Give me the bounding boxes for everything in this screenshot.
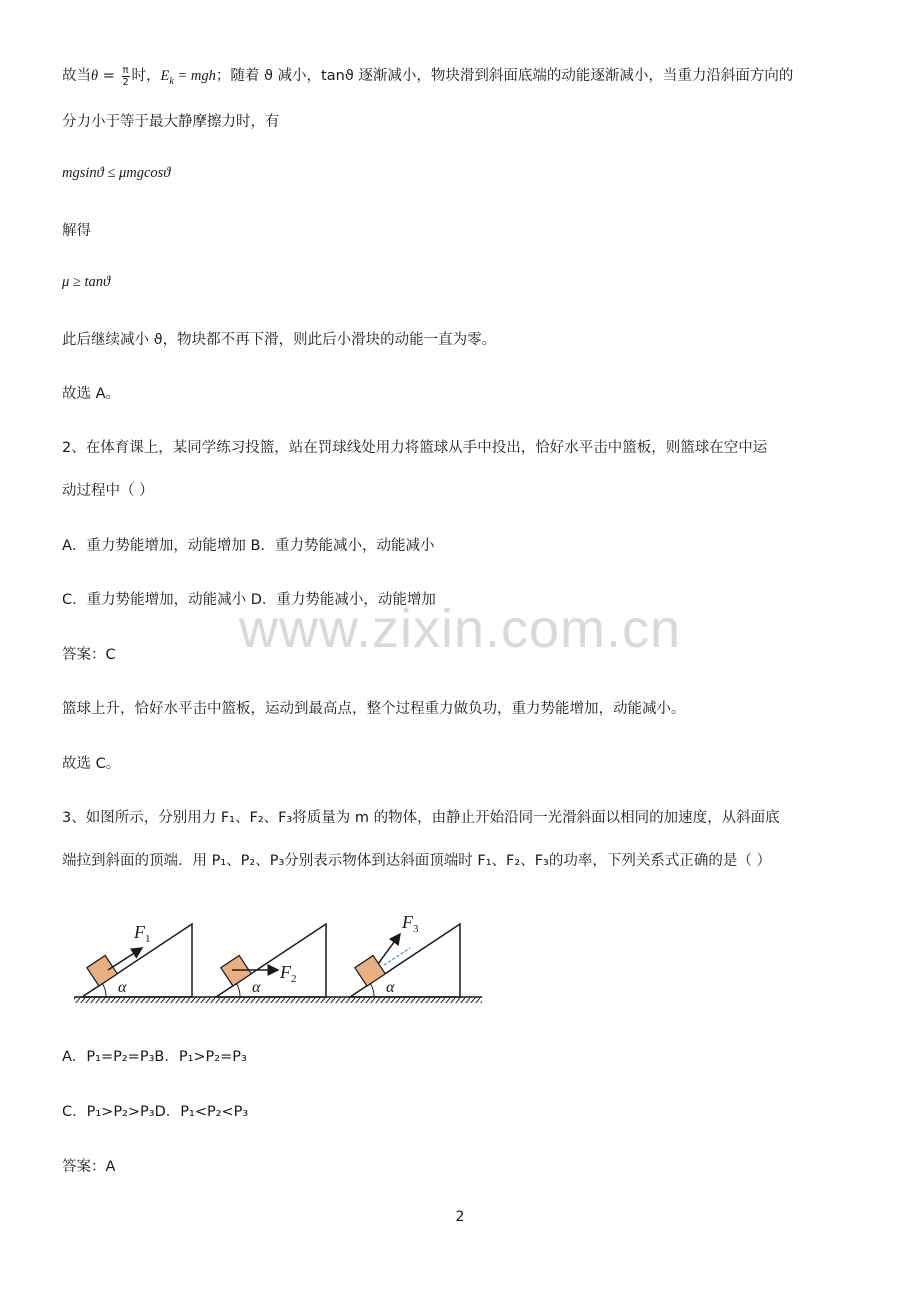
text: ；随着 ϑ 减小，tanϑ 逐渐减小，物块滑到斜面底端的动能逐渐减小，当重力沿斜面方向的 bbox=[215, 68, 794, 84]
fraction-numerator: π bbox=[122, 64, 129, 76]
solution-line-6: 此后继续减小 ϑ，物块都不再下滑，则此后小滑块的动能一直为零。 bbox=[62, 332, 497, 348]
label-f3: $F_3$ bbox=[402, 912, 419, 935]
fraction-denominator: 2 bbox=[122, 76, 129, 88]
theta-symbol: θ bbox=[91, 68, 99, 84]
label-alpha-1: α bbox=[118, 979, 127, 996]
question-2-explanation: 篮球上升，恰好水平击中篮板，运动到最高点，整个过程重力做负功，重力势能增加，动能减小。 bbox=[62, 701, 686, 717]
question-3-line-2: 端拉到斜面的顶端．用 P₁、P₂、P₃分别表示物体到达斜面顶端时 F₁、F₂、F₃的功率，下列关系式正确的是（ ） bbox=[62, 853, 771, 869]
block-1 bbox=[87, 956, 117, 986]
question-3-options-cd: C．P₁>P₂>P₃D．P₁<P₂<P₃ bbox=[62, 1104, 249, 1120]
solution-line-1 bbox=[62, 64, 793, 88]
text: 故当 bbox=[62, 68, 91, 84]
question-3-answer: 答案：A bbox=[62, 1159, 116, 1175]
question-3-line-1: 3、如图所示，分别用力 F₁、F₂、F₃将质量为 m 的物体，由静止开始沿同一光滑斜面以相同的加速度，从斜面底 bbox=[62, 810, 780, 826]
text: = bbox=[98, 68, 120, 84]
question-2-answer: 答案：C bbox=[62, 647, 116, 663]
ek-symbol: E bbox=[160, 68, 170, 84]
label-alpha-2: α bbox=[252, 979, 261, 996]
solution-line-4: 解得 bbox=[62, 223, 91, 239]
label-f2: $F_2$ bbox=[280, 962, 297, 985]
answer-select-1: 故选 A。 bbox=[62, 386, 121, 402]
question-2-line-2: 动过程中（ ） bbox=[62, 483, 154, 499]
question-2-select: 故选 C。 bbox=[62, 756, 121, 772]
page-number: 2 bbox=[455, 1209, 465, 1225]
question-2-options-cd: C．重力势能增加，动能减小 D．重力势能减小，动能增加 bbox=[62, 592, 436, 608]
text: 时， bbox=[131, 68, 161, 84]
angle-arc-2 bbox=[236, 983, 240, 997]
label-alpha-3: α bbox=[386, 979, 395, 996]
label-f1: $F_1$ bbox=[134, 922, 151, 945]
solution-line-2: 分力小于等于最大静摩擦力时，有 bbox=[62, 114, 280, 130]
question-3-options-ab: A．P₁=P₂=P₃B．P₁>P₂=P₃ bbox=[62, 1049, 247, 1065]
angle-arc-1 bbox=[102, 983, 106, 997]
watermark: www.zixin.com.cn bbox=[238, 599, 682, 659]
fraction bbox=[122, 65, 130, 88]
inequality-line: mgsinϑ ≤ μmgcosϑ bbox=[62, 165, 171, 181]
block-2 bbox=[221, 956, 251, 986]
force-arrow-3 bbox=[378, 934, 400, 964]
incline-figure bbox=[70, 908, 490, 1008]
ek-subscript: k bbox=[169, 75, 174, 87]
ground-hatch bbox=[74, 997, 482, 1003]
question-2-options-ab: A．重力势能增加，动能增加 B．重力势能减小，动能减小 bbox=[62, 538, 435, 554]
question-2-line-1: 2、在体育课上，某同学练习投篮，站在罚球线处用力将篮球从手中投出，恰好水平击中篮板，则篮球在空中运 bbox=[62, 440, 768, 456]
angle-arc-3 bbox=[370, 983, 374, 997]
text: = mgh bbox=[173, 68, 216, 84]
result-line: μ ≥ tanϑ bbox=[62, 274, 111, 290]
force-arrow-1 bbox=[108, 948, 142, 970]
